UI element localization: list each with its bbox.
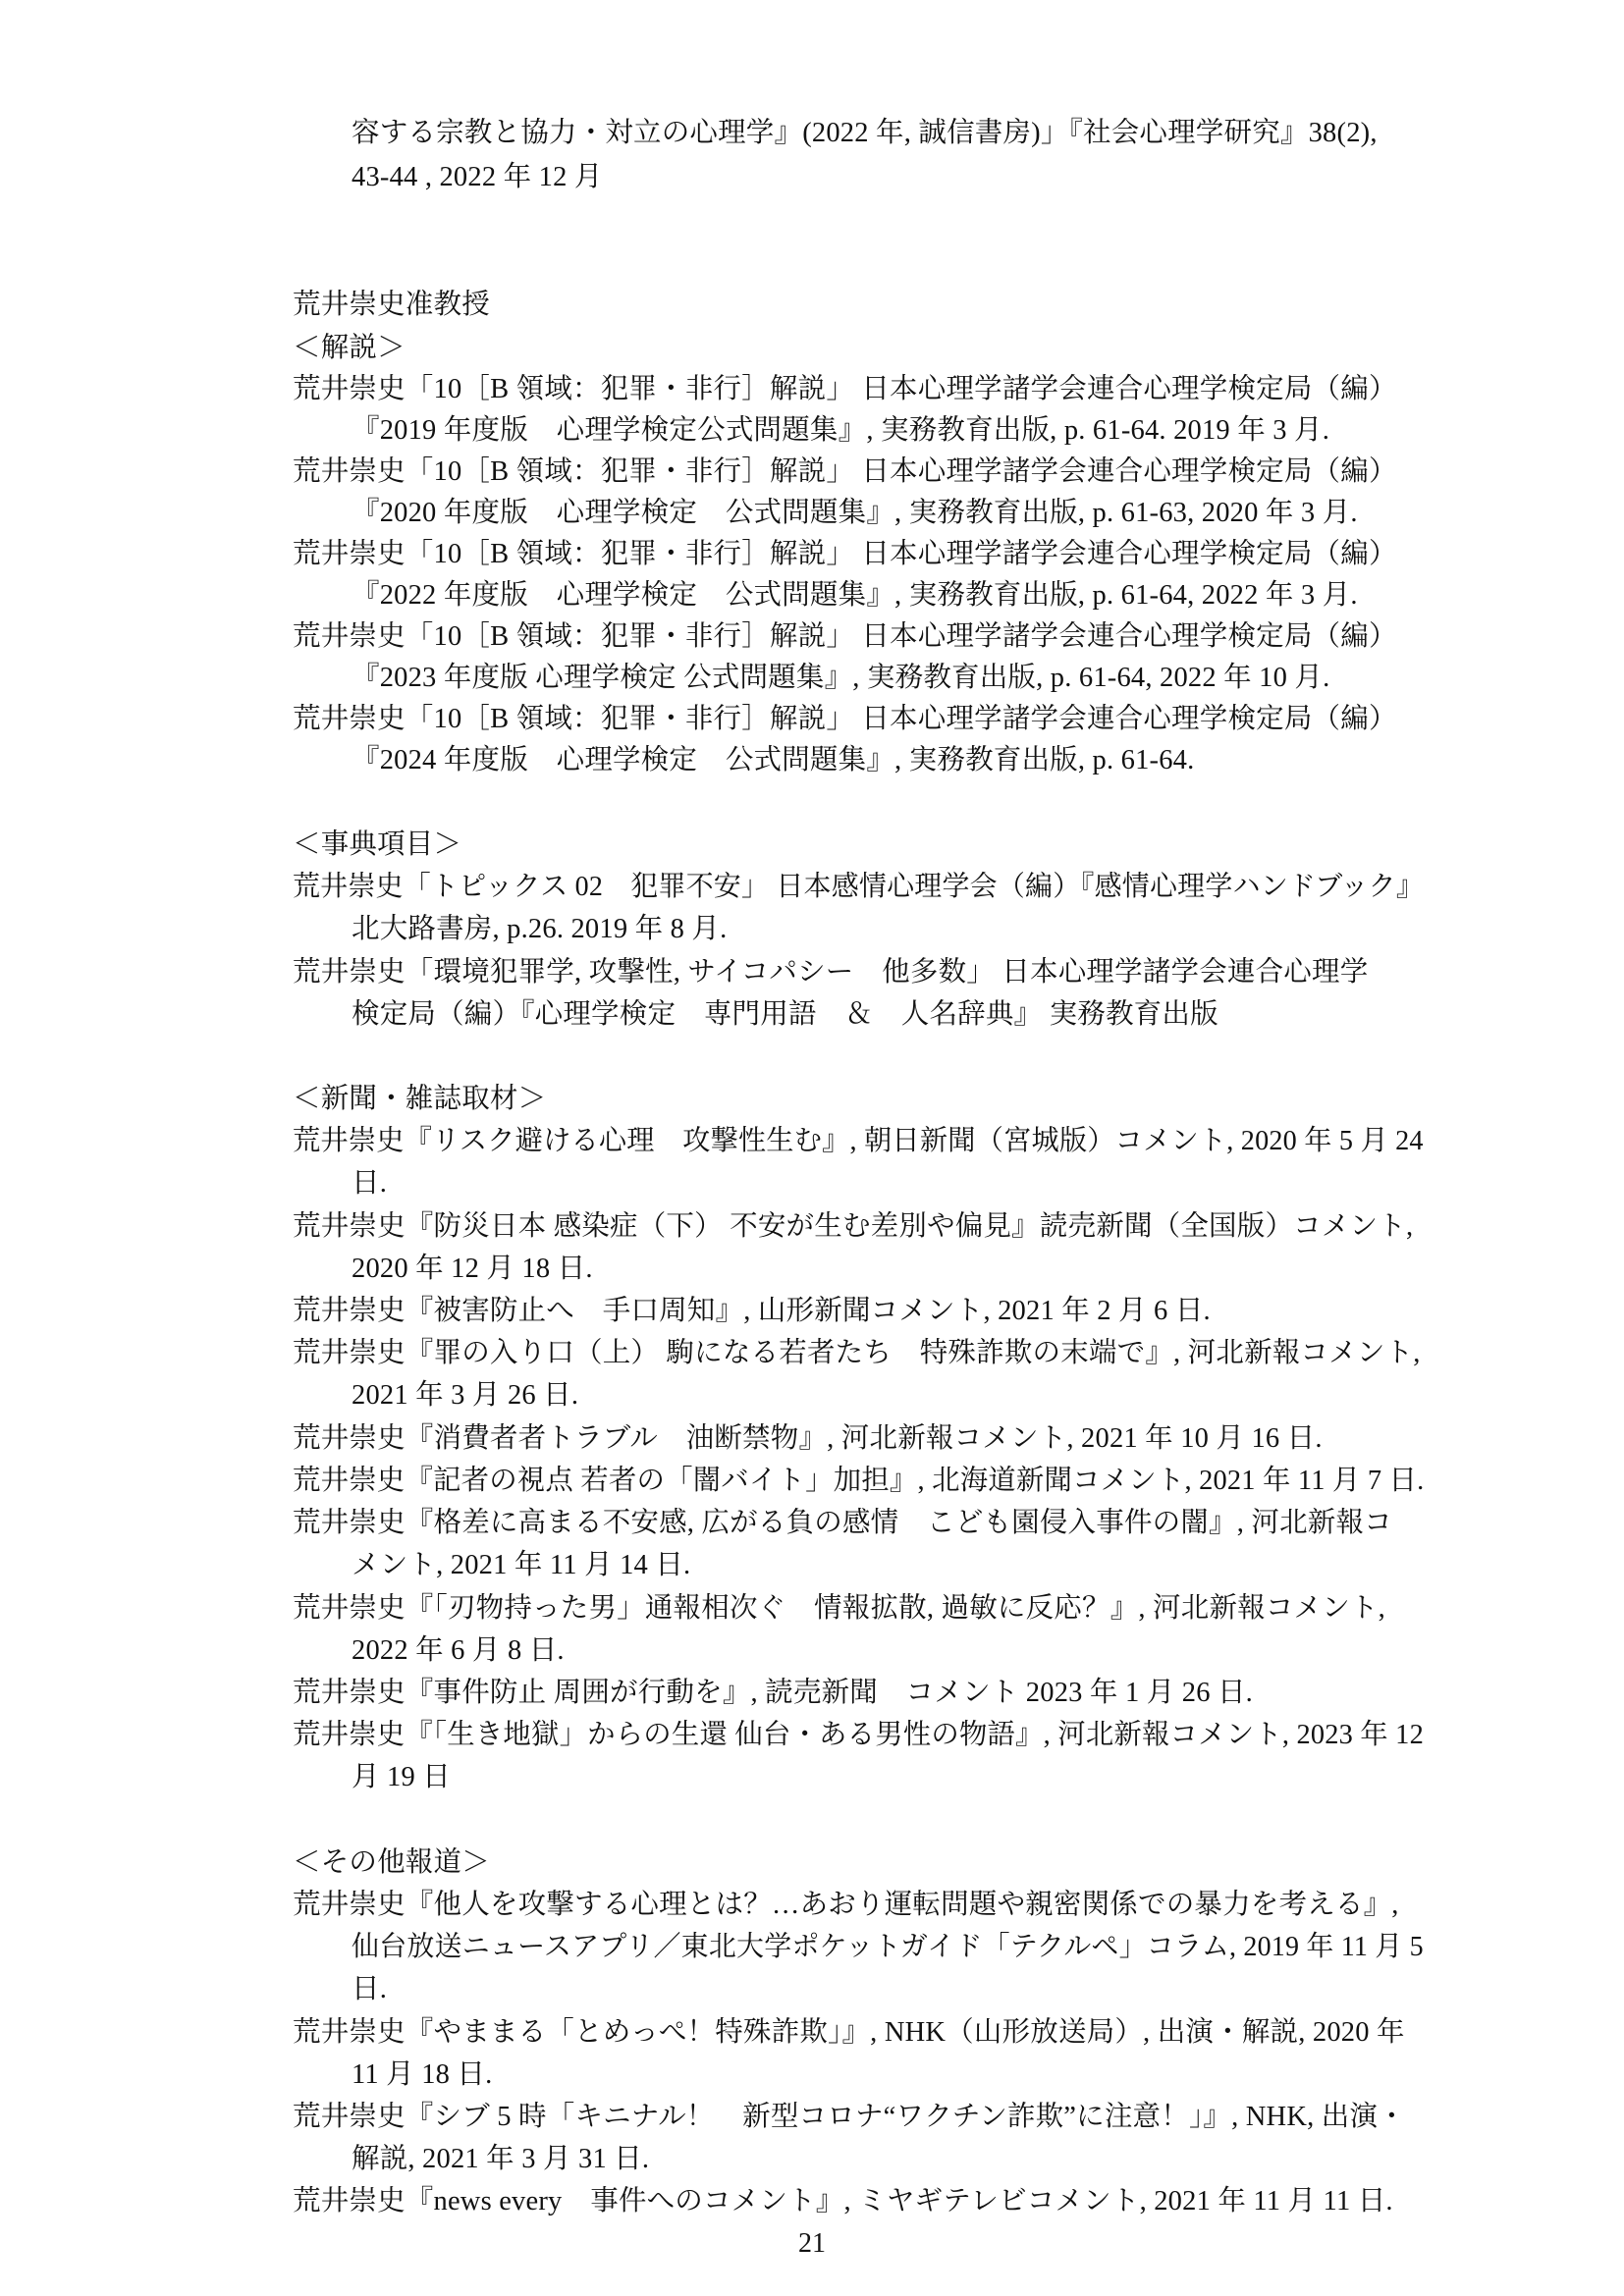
shinbun-entry-4-line-1: 荒井崇史『罪の入り口（上） 駒になる若者たち 特殊詐欺の末端で』, 河北新報コメント, bbox=[293, 1338, 1421, 1368]
section-heading-jiten: ＜事典項目＞ bbox=[293, 829, 462, 860]
kaisetsu-entry-2-line-1: 荒井崇史「10［B 領域：犯罪・非行］解説」 日本心理学諸学会連合心理学検定局（編） bbox=[293, 456, 1397, 487]
kaisetsu-entry-3-line-2: 『2022 年度版 心理学検定 公式問題集』, 実務教育出版, p. 61-64, 2022 年 3 月. bbox=[352, 580, 1358, 611]
intro-line-2: 43-44 , 2022 年 12 月 bbox=[352, 162, 603, 192]
hodo-entry-3-line-2: 解説, 2021 年 3 月 31 日. bbox=[352, 2144, 650, 2174]
shinbun-entry-2-line-2: 2020 年 12 月 18 日. bbox=[352, 1254, 593, 1284]
author-heading: 荒井崇史准教授 bbox=[293, 290, 490, 320]
shinbun-entry-10-line-2: 月 19 日 bbox=[352, 1762, 451, 1792]
section-heading-hodo: ＜その他報道＞ bbox=[293, 1847, 490, 1878]
intro-line-1: 容する宗教と協力・対立の心理学』(2022 年, 誠信書房)」『社会心理学研究』38(2), bbox=[352, 118, 1378, 148]
kaisetsu-entry-1-line-2: 『2019 年度版 心理学検定公式問題集』, 実務教育出版, p. 61-64. 2019 年 3 月. bbox=[352, 415, 1330, 446]
shinbun-entry-10-line-1: 荒井崇史『「生き地獄」からの生還 仙台・ある男性の物語』, 河北新報コメント, 2023 年 12 bbox=[293, 1720, 1424, 1750]
section-heading-shinbun: ＜新聞・雑誌取材＞ bbox=[293, 1084, 547, 1114]
shinbun-entry-3-line-1: 荒井崇史『被害防止へ 手口周知』, 山形新聞コメント, 2021 年 2 月 6 日. bbox=[293, 1296, 1211, 1326]
hodo-entry-1-line-2: 仙台放送ニュースアプリ／東北大学ポケットガイド「テクルペ」コラム, 2019 年 11 月 5 bbox=[352, 1932, 1424, 1962]
shinbun-entry-2-line-1: 荒井崇史『防災日本 感染症（下） 不安が生む差別や偏見』読売新聞（全国版）コメント, bbox=[293, 1211, 1414, 1242]
jiten-entry-1-line-2: 北大路書房, p.26. 2019 年 8 月. bbox=[352, 914, 728, 944]
shinbun-entry-1-line-2: 日. bbox=[352, 1168, 388, 1199]
hodo-entry-1-line-3: 日. bbox=[352, 1974, 388, 2004]
shinbun-entry-6-line-1: 荒井崇史『記者の視点 若者の「闇バイト」加担』, 北海道新聞コメント, 2021 年 11 月 7 日. bbox=[293, 1466, 1425, 1496]
shinbun-entry-8-line-2: 2022 年 6 月 8 日. bbox=[352, 1635, 565, 1666]
section-heading-kaisetsu: ＜解説＞ bbox=[293, 333, 406, 363]
jiten-entry-1-line-1: 荒井崇史「トピックス 02 犯罪不安」 日本感情心理学会（編）『感情心理学ハンドブック』 bbox=[293, 872, 1425, 902]
shinbun-entry-4-line-2: 2021 年 3 月 26 日. bbox=[352, 1380, 579, 1411]
shinbun-entry-7-line-2: メント, 2021 年 11 月 14 日. bbox=[352, 1550, 691, 1580]
kaisetsu-entry-5-line-2: 『2024 年度版 心理学検定 公式問題集』, 実務教育出版, p. 61-64. bbox=[352, 745, 1195, 775]
jiten-entry-2-line-2: 検定局（編）『心理学検定 専門用語 ＆ 人名辞典』 実務教育出版 bbox=[352, 999, 1218, 1030]
shinbun-entry-5-line-1: 荒井崇史『消費者者トラブル 油断禁物』, 河北新報コメント, 2021 年 10 月 16 日. bbox=[293, 1423, 1323, 1454]
kaisetsu-entry-2-line-2: 『2020 年度版 心理学検定 公式問題集』, 実務教育出版, p. 61-63, 2020 年 3 月. bbox=[352, 498, 1358, 528]
shinbun-entry-7-line-1: 荒井崇史『格差に高まる不安感, 広がる負の感情 こども園侵入事件の闇』, 河北新報コ bbox=[293, 1508, 1392, 1538]
hodo-entry-2-line-2: 11 月 18 日. bbox=[352, 2059, 493, 2090]
jiten-entry-2-line-1: 荒井崇史「環境犯罪学, 攻撃性, サイコパシー 他多数」 日本心理学諸学会連合心理学 bbox=[293, 957, 1369, 988]
hodo-entry-2-line-1: 荒井崇史『やままる「とめっぺ！特殊詐欺」』, NHK（山形放送局）, 出演・解説, 2020 年 bbox=[293, 2017, 1405, 2048]
kaisetsu-entry-3-line-1: 荒井崇史「10［B 領域：犯罪・非行］解説」 日本心理学諸学会連合心理学検定局（編） bbox=[293, 539, 1397, 569]
kaisetsu-entry-4-line-2: 『2023 年度版 心理学検定 公式問題集』, 実務教育出版, p. 61-64, 2022 年 10 月. bbox=[352, 663, 1330, 693]
page-number: 21 bbox=[798, 2228, 826, 2259]
kaisetsu-entry-1-line-1: 荒井崇史「10［B 領域：犯罪・非行］解説」 日本心理学諸学会連合心理学検定局（編） bbox=[293, 374, 1397, 404]
hodo-entry-1-line-1: 荒井崇史『他人を攻撃する心理とは？…あおり運転問題や親密関係での暴力を考える』, bbox=[293, 1890, 1399, 1920]
hodo-entry-4-line-1: 荒井崇史『news every 事件へのコメント』, ミヤギテレビコメント, 2021 年 11 月 11 日. bbox=[293, 2186, 1393, 2216]
hodo-entry-3-line-1: 荒井崇史『シブ 5 時「キニナル！ 新型コロナ“ワクチン詐欺”に注意！」』, NHK, 出演・ bbox=[293, 2102, 1406, 2132]
shinbun-entry-1-line-1: 荒井崇史『リスク避ける心理 攻撃性生む』, 朝日新聞（宮城版）コメント, 2020 年 5 月 24 bbox=[293, 1126, 1424, 1156]
kaisetsu-entry-4-line-1: 荒井崇史「10［B 領域：犯罪・非行］解説」 日本心理学諸学会連合心理学検定局（編） bbox=[293, 621, 1397, 652]
kaisetsu-entry-5-line-1: 荒井崇史「10［B 領域：犯罪・非行］解説」 日本心理学諸学会連合心理学検定局（編） bbox=[293, 704, 1397, 734]
shinbun-entry-9-line-1: 荒井崇史『事件防止 周囲が行動を』, 読売新聞 コメント 2023 年 1 月 26 日. bbox=[293, 1678, 1254, 1708]
shinbun-entry-8-line-1: 荒井崇史『「刃物持った男」通報相次ぐ 情報拡散, 過敏に反応？』, 河北新報コメント, bbox=[293, 1593, 1385, 1624]
